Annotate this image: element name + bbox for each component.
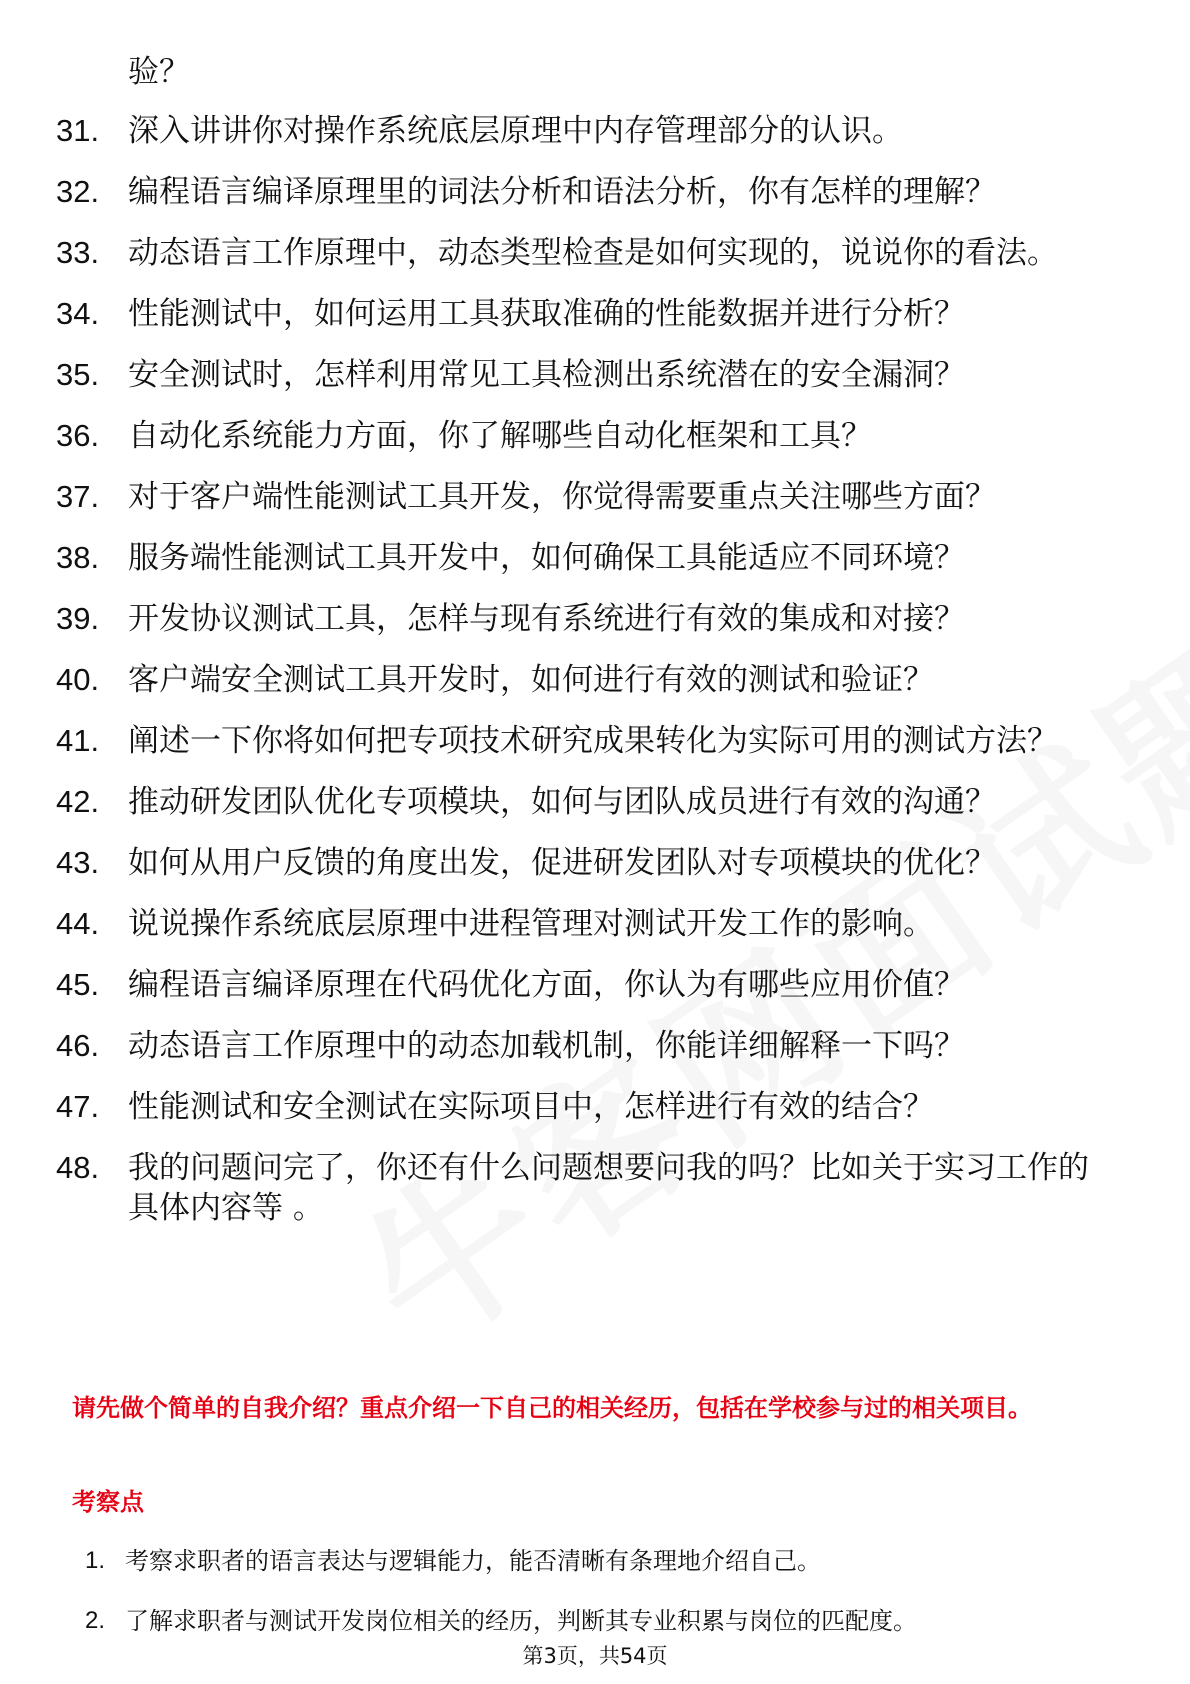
list-item-number: 34. (56, 296, 100, 331)
continuation-text: 验？ (128, 54, 190, 90)
list-item (56, 843, 1116, 883)
list-item-text: 安全测试时，怎样利用常见工具检测出系统潜在的安全漏洞？ (128, 357, 965, 393)
question-list (56, 52, 1116, 1249)
section-heading: 请先做个简单的自我介绍？重点介绍一下自己的相关经历，包括在学校参与过的相关项目。 (72, 1394, 1032, 1422)
list-item (56, 782, 1116, 822)
list-item-text: 自动化系统能力方面，你了解哪些自动化框架和工具？ (128, 418, 872, 454)
list-item-number: 37. (56, 479, 100, 514)
list-item-text: 性能测试中，如何运用工具获取准确的性能数据并进行分析？ (128, 296, 965, 332)
list-item-number: 32. (56, 174, 100, 209)
list-item-number: 31. (56, 113, 100, 148)
list-item (56, 660, 1116, 700)
list-item (56, 1148, 1116, 1228)
list-item-number: 47. (56, 1089, 100, 1124)
list-item-number: 39. (56, 601, 100, 636)
list-item-text: 服务端性能测试工具开发中，如何确保工具能适应不同环境？ (128, 540, 965, 576)
list-item (56, 538, 1116, 578)
list-item-continuation (56, 52, 1116, 92)
list-item-text: 对于客户端性能测试工具开发，你觉得需要重点关注哪些方面？ (128, 479, 996, 515)
point-item (85, 1605, 1125, 1637)
list-item-text: 编程语言编译原理里的词法分析和语法分析，你有怎样的理解？ (128, 174, 996, 210)
list-item-text: 推动研发团队优化专项模块，如何与团队成员进行有效的沟通？ (128, 784, 996, 820)
list-item (56, 1087, 1116, 1127)
point-item (85, 1545, 1125, 1577)
list-item (56, 233, 1116, 273)
list-item-number: 36. (56, 418, 100, 453)
list-item-number: 44. (56, 906, 100, 941)
list-item-number: 38. (56, 540, 100, 575)
list-item-text: 深入讲讲你对操作系统底层原理中内存管理部分的认识。 (128, 113, 903, 149)
point-text: 了解求职者与测试开发岗位相关的经历，判断其专业积累与岗位的匹配度。 (125, 1607, 917, 1635)
list-item (56, 477, 1116, 517)
list-item (56, 111, 1116, 151)
list-item-text: 编程语言编译原理在代码优化方面，你认为有哪些应用价值？ (128, 967, 965, 1003)
list-item (56, 355, 1116, 395)
list-item-text: 阐述一下你将如何把专项技术研究成果转化为实际可用的测试方法？ (128, 723, 1058, 759)
list-item-text: 说说操作系统底层原理中进程管理对测试开发工作的影响。 (128, 906, 934, 942)
list-item-text: 动态语言工作原理中，动态类型检查是如何实现的，说说你的看法。 (128, 235, 1058, 271)
list-item (56, 294, 1116, 334)
list-item-text: 我的问题问完了，你还有什么问题想要问我的吗？比如关于实习工作的具体内容等 。 (128, 1150, 1089, 1226)
list-item-text: 客户端安全测试工具开发时，如何进行有效的测试和验证？ (128, 662, 934, 698)
point-text: 考察求职者的语言表达与逻辑能力，能否清晰有条理地介绍自己。 (125, 1547, 821, 1575)
question-items (56, 111, 1116, 1228)
list-item (56, 416, 1116, 456)
page-footer: 第3页，共54页 (522, 1644, 668, 1668)
list-item-text: 动态语言工作原理中的动态加载机制，你能详细解释一下吗？ (128, 1028, 965, 1064)
list-item (56, 599, 1116, 639)
list-item-text: 如何从用户反馈的角度出发，促进研发团队对专项模块的优化？ (128, 845, 996, 881)
list-item-number: 42. (56, 784, 100, 819)
list-item-number: 43. (56, 845, 100, 880)
list-item-number: 33. (56, 235, 100, 270)
list-item-number: 45. (56, 967, 100, 1002)
list-item-text: 性能测试和安全测试在实际项目中，怎样进行有效的结合？ (128, 1089, 934, 1125)
list-item-number: 48. (56, 1150, 100, 1185)
list-item (56, 965, 1116, 1005)
list-item-number: 35. (56, 357, 100, 392)
list-item (56, 1026, 1116, 1066)
list-item (56, 172, 1116, 212)
list-item-text: 开发协议测试工具，怎样与现有系统进行有效的集成和对接？ (128, 601, 965, 637)
sub-heading: 考察点 (72, 1488, 144, 1516)
list-item (56, 721, 1116, 761)
point-number: 1. (85, 1547, 106, 1574)
list-item (56, 904, 1116, 944)
point-number: 2. (85, 1607, 106, 1634)
list-item-number: 40. (56, 662, 100, 697)
list-item-number: 46. (56, 1028, 100, 1063)
list-item-number: 41. (56, 723, 100, 758)
